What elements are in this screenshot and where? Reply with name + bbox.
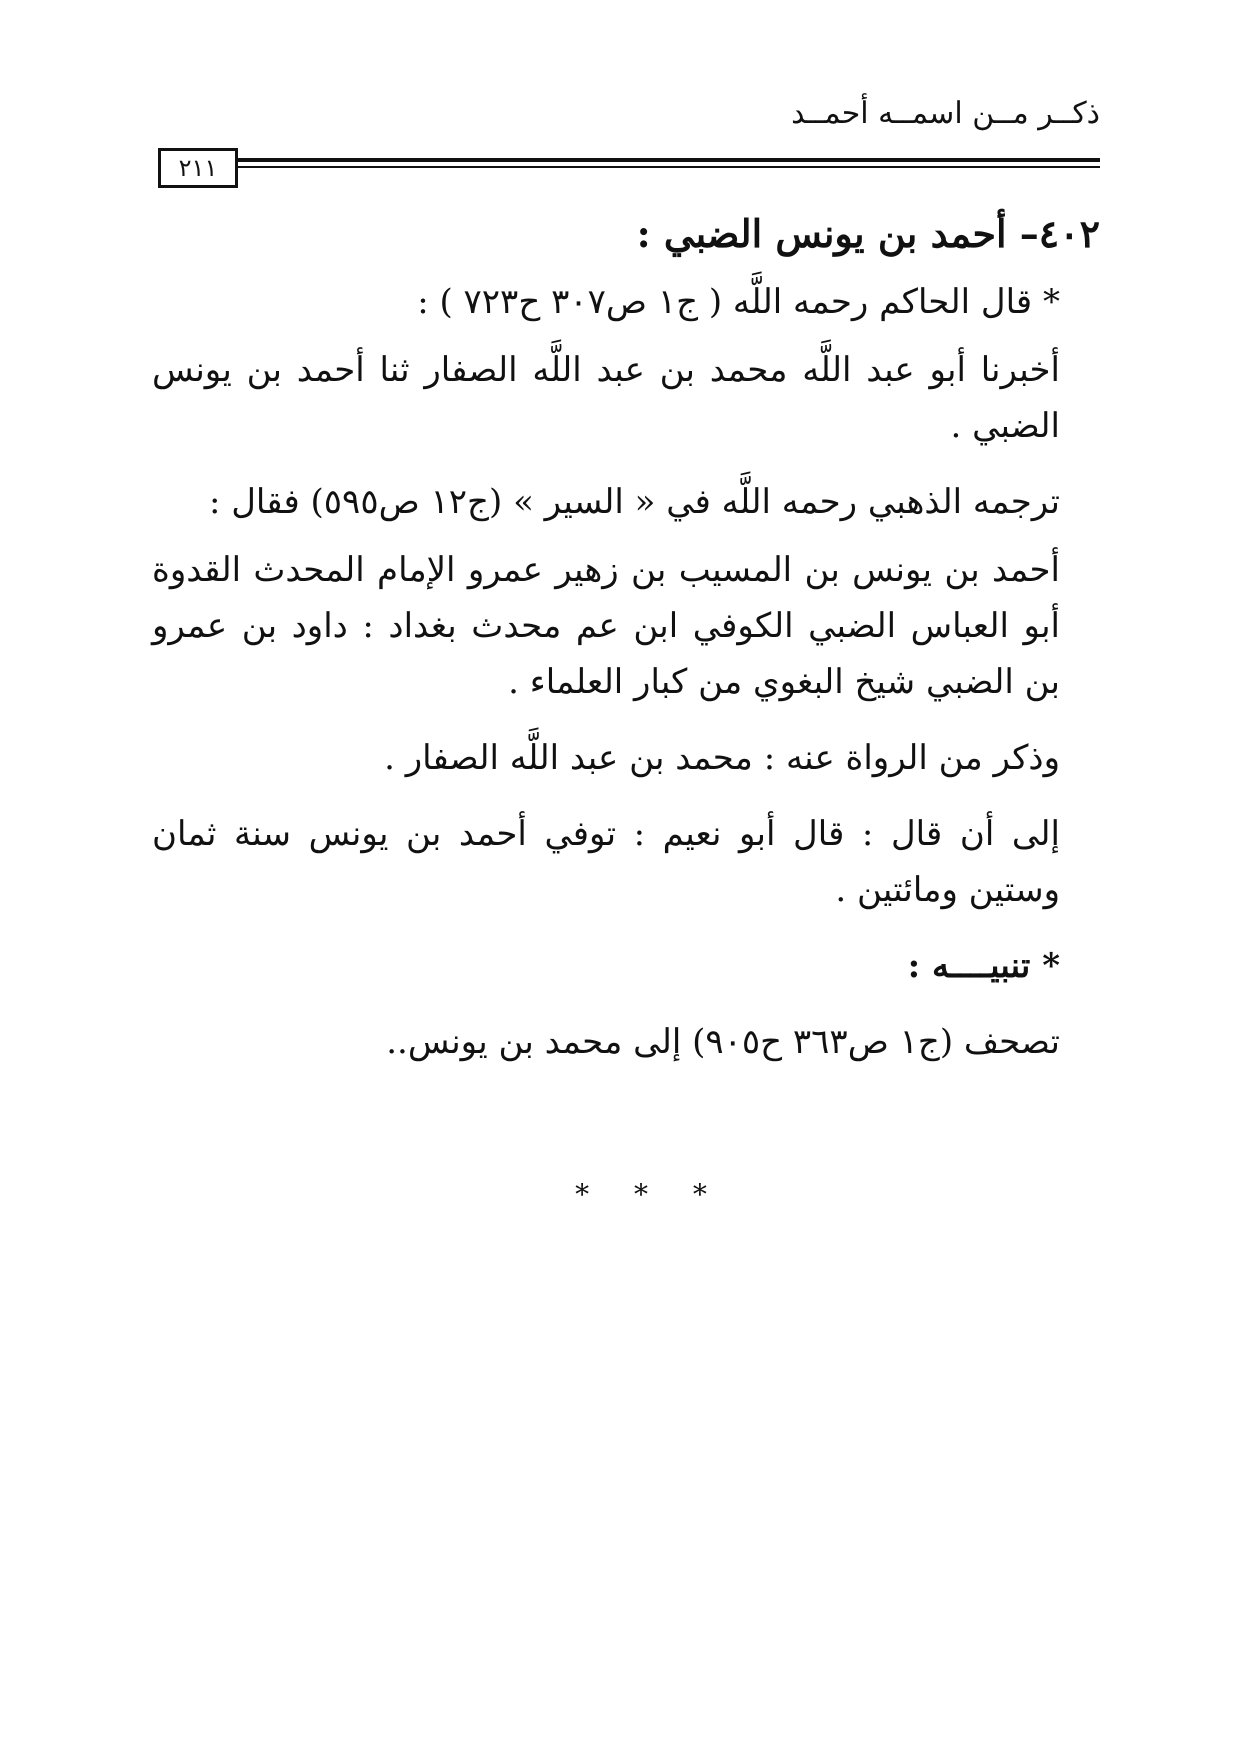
page-number: ٢١١ xyxy=(158,148,238,188)
dhahabi-citation: ترجمه الذهبي رحمه اللَّه في « السير » (ج١٢ ص٥٩٥) فقال : xyxy=(208,482,1060,522)
biography-paragraph: أحمد بن يونس بن المسيب بن زهير عمرو الإمام المحدث القدوة أبو العباس الضبي الكوفي ابن عم محدث بغداد : داود بن عمرو بن الضبي شيخ البغوي من كبار العلماء . xyxy=(152,550,1060,702)
note-text: تصحف (ج١ ص٣٦٣ ح٩٠٥) إلى محمد بن يونس.. xyxy=(386,1022,1060,1062)
header-rule-thin xyxy=(238,166,1100,168)
narrators-paragraph: وذكر من الرواة عنه : محمد بن عبد اللَّه الصفار . xyxy=(384,738,1060,778)
entry-body xyxy=(152,206,1100,1070)
hakim-citation: * قال الحاكم رحمه اللَّه ( ج١ ص٣٠٧ ح٧٢٣ ) : xyxy=(417,282,1060,322)
note-label: * تنبيــــه : xyxy=(907,946,1060,986)
header-rule xyxy=(238,158,1100,162)
isnad-paragraph: أخبرنا أبو عبد اللَّه محمد بن عبد اللَّه الصفار ثنا أحمد بن يونس الضبي . xyxy=(152,350,1060,446)
section-separator: * * * xyxy=(575,1178,725,1211)
running-header: ذكــر مــن اسمــه أحمــد xyxy=(791,96,1100,131)
entry-title: ٤٠٢– أحمد بن يونس الضبي : xyxy=(636,211,1100,256)
death-paragraph: إلى أن قال : قال أبو نعيم : توفي أحمد بن يونس سنة ثمان وستين ومائتين . xyxy=(152,814,1060,910)
